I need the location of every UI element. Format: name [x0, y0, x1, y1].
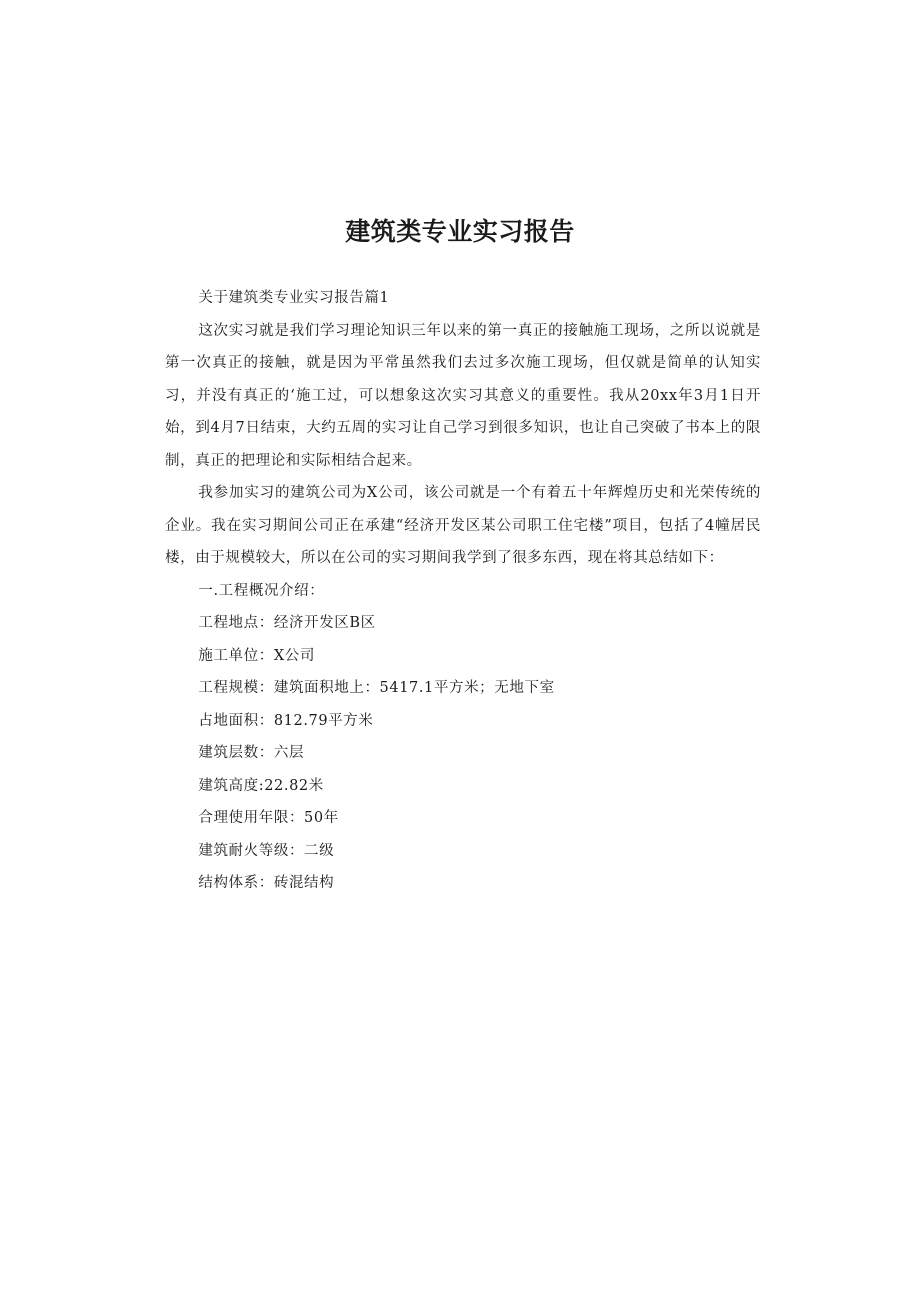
overview-item: 工程规模：建筑面积地上：5417.1平方米；无地下室: [198, 680, 555, 696]
overview-item: 占地面积：812.79平方米: [198, 712, 374, 729]
overview-item: 施工单位：X公司: [198, 647, 315, 664]
overview-item: 建筑高度:22.82米: [198, 777, 324, 794]
document-body: [165, 282, 761, 900]
overview-item: 建筑耐火等级：二级: [198, 842, 335, 859]
overview-item: 建筑层数：六层: [198, 745, 305, 761]
section-heading: 关于建筑类专业实习报告篇1: [198, 290, 390, 306]
overview-heading: 一.工程概况介绍：: [198, 582, 325, 599]
overview-item: 工程地点：经济开发区B区: [198, 615, 376, 631]
body-paragraph: 我参加实习的建筑公司为X公司，该公司就是一个有着五十年辉煌历史和光荣传统的企业。我在实习期间公司正在承建“经济开发区某公司职工住宅楼”项目，包括了4幢居民楼，由于规模较大，所以在公司的实习期间我学到了很多东西，现在将其总结如下：: [165, 485, 761, 566]
document-title: 建筑类专业实习报告: [345, 217, 575, 246]
overview-item: 合理使用年限：50年: [198, 810, 339, 826]
body-paragraph: 这次实习就是我们学习理论知识三年以来的第一真正的接触施工现场，之所以说就是第一次真正的接触，就是因为平常虽然我们去过多次施工现场，但仅就是简单的认知实习，并没有真正的‘施工过，可以想象这次实习其意义的重要性。我从20xx年3月1日开始，到4月7日结束，大约五周的实习让自己学习到很多知识，也让自己突破了书本上的限制，真正的把理论和实际相结合起来。: [165, 322, 761, 469]
overview-item: 结构体系：砖混结构: [198, 875, 335, 891]
